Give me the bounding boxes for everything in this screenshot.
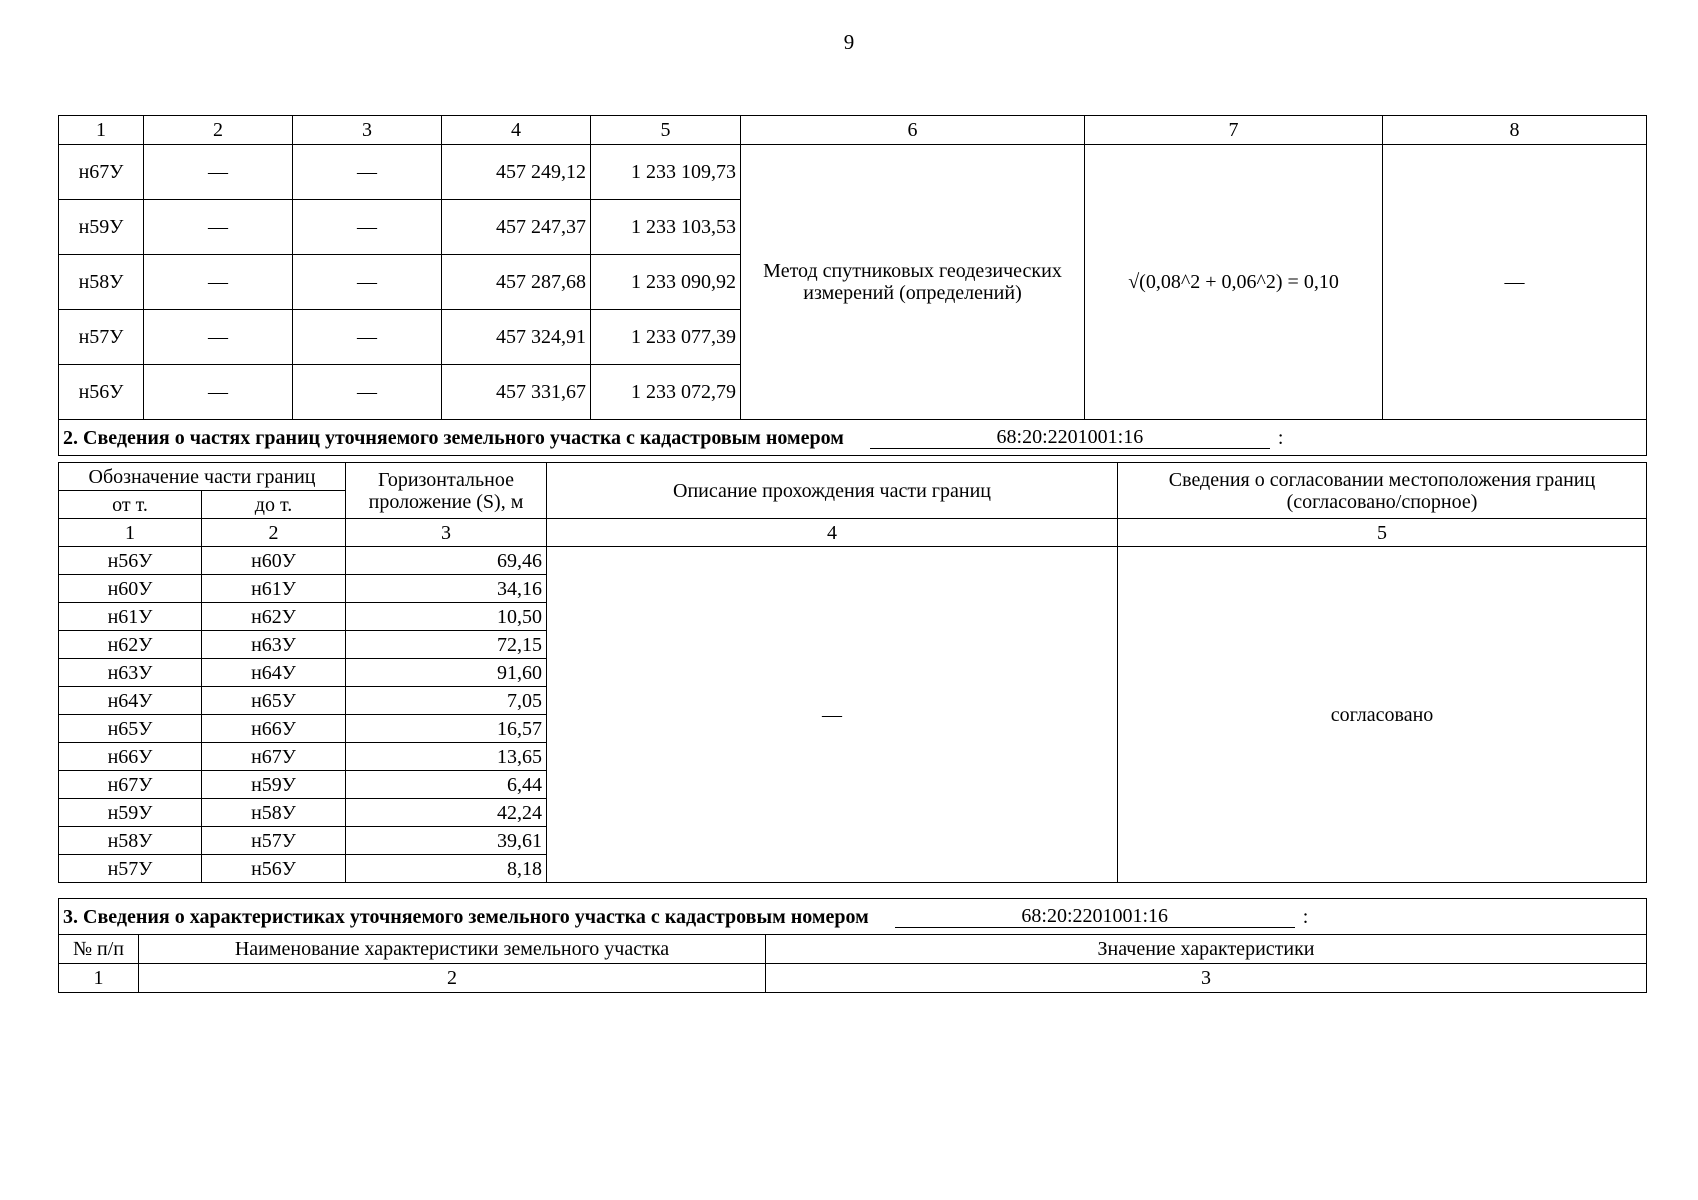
col-number: 2	[202, 519, 346, 547]
designation-header: Обозначение части границ	[59, 463, 346, 491]
coord-y: 1 233 090,92	[591, 255, 741, 310]
horizontal-distance: 91,60	[346, 659, 547, 687]
col-number: 2	[144, 116, 293, 145]
to-point: н63У	[202, 631, 346, 659]
col-number: 3	[293, 116, 442, 145]
name-header: Наименование характеристики земельного участка	[139, 935, 766, 964]
coord-y: 1 233 077,39	[591, 310, 741, 365]
from-point: н67У	[59, 771, 202, 799]
from-header: от т.	[59, 491, 202, 519]
characteristics-table	[58, 898, 1647, 993]
table-row	[59, 145, 1647, 200]
description-header: Описание прохождения части границ	[547, 463, 1118, 519]
horizontal-distance: 10,50	[346, 603, 547, 631]
col-number: 1	[59, 519, 202, 547]
horizontal-distance: 72,15	[346, 631, 547, 659]
agreement-value: согласовано	[1118, 547, 1647, 883]
col-number: 2	[139, 964, 766, 993]
column-number-row	[59, 519, 1647, 547]
cadastral-number: 68:20:2201001:16	[895, 905, 1295, 928]
horizontal-distance: 7,05	[346, 687, 547, 715]
from-point: н64У	[59, 687, 202, 715]
to-point: н59У	[202, 771, 346, 799]
to-header: до т.	[202, 491, 346, 519]
to-point: н56У	[202, 855, 346, 883]
agreement-header: Сведения о согласовании местоположения границ (согласовано/спорное)	[1118, 463, 1647, 519]
horizontal-distance: 13,65	[346, 743, 547, 771]
section-2-title: 2. Сведения о частях границ уточняемого земельного участка с кадастровым номером	[63, 426, 844, 449]
from-point: н59У	[59, 799, 202, 827]
from-point: н58У	[59, 827, 202, 855]
from-point: н63У	[59, 659, 202, 687]
cell-dash: —	[144, 255, 293, 310]
section-2-header-row	[59, 420, 1647, 456]
from-point: н66У	[59, 743, 202, 771]
col-number: 6	[741, 116, 1085, 145]
cell-dash: —	[293, 255, 442, 310]
cell-dash: —	[293, 365, 442, 420]
col-number: 4	[547, 519, 1118, 547]
header-row	[59, 463, 1647, 491]
coord-x: 457 287,68	[442, 255, 591, 310]
cell-dash: —	[144, 365, 293, 420]
horizontal-header: Горизонтальное проложение (S), м	[346, 463, 547, 519]
col-number: 7	[1085, 116, 1383, 145]
section-2-header	[59, 420, 1647, 456]
to-point: н66У	[202, 715, 346, 743]
column-number-row	[59, 964, 1647, 993]
to-point: н57У	[202, 827, 346, 855]
col-number: 1	[59, 964, 139, 993]
method-cell: Метод спутниковых геодезических измерений (определений)	[741, 145, 1085, 420]
to-point: н64У	[202, 659, 346, 687]
accuracy-cell: √(0,08^2 + 0,06^2) = 0,10	[1085, 145, 1383, 420]
cadastral-number: 68:20:2201001:16	[870, 426, 1270, 449]
from-point: н61У	[59, 603, 202, 631]
col-number: 3	[766, 964, 1647, 993]
col8-cell: —	[1383, 145, 1647, 420]
coord-y: 1 233 109,73	[591, 145, 741, 200]
coord-y: 1 233 103,53	[591, 200, 741, 255]
section-3-title: 3. Сведения о характеристиках уточняемого земельного участка с кадастровым номером	[63, 905, 869, 928]
point-name: н58У	[59, 255, 144, 310]
header-row	[59, 935, 1647, 964]
col-number: 8	[1383, 116, 1647, 145]
point-name: н59У	[59, 200, 144, 255]
points-coordinates-table	[58, 115, 1647, 456]
cell-dash: —	[144, 200, 293, 255]
horizontal-distance: 34,16	[346, 575, 547, 603]
point-name: н56У	[59, 365, 144, 420]
cell-dash: —	[293, 310, 442, 365]
coord-x: 457 331,67	[442, 365, 591, 420]
coord-x: 457 324,91	[442, 310, 591, 365]
num-header: № п/п	[59, 935, 139, 964]
description-value: —	[547, 547, 1118, 883]
page-number: 9	[843, 30, 855, 54]
from-point: н65У	[59, 715, 202, 743]
col-number: 3	[346, 519, 547, 547]
from-point: н57У	[59, 855, 202, 883]
col-number: 5	[1118, 519, 1647, 547]
to-point: н60У	[202, 547, 346, 575]
from-point: н60У	[59, 575, 202, 603]
boundary-parts-table	[58, 462, 1647, 883]
section-3-header-row	[59, 899, 1647, 935]
horizontal-distance: 42,24	[346, 799, 547, 827]
cell-dash: —	[144, 145, 293, 200]
to-point: н58У	[202, 799, 346, 827]
coord-y: 1 233 072,79	[591, 365, 741, 420]
to-point: н62У	[202, 603, 346, 631]
horizontal-distance: 8,18	[346, 855, 547, 883]
cell-dash: —	[144, 310, 293, 365]
point-name: н67У	[59, 145, 144, 200]
colon: :	[1302, 905, 1309, 928]
column-number-row	[59, 116, 1647, 145]
cell-dash: —	[293, 200, 442, 255]
coord-x: 457 249,12	[442, 145, 591, 200]
horizontal-distance: 69,46	[346, 547, 547, 575]
table-row	[59, 547, 1647, 575]
to-point: н65У	[202, 687, 346, 715]
horizontal-distance: 39,61	[346, 827, 547, 855]
colon: :	[1277, 426, 1284, 449]
cell-dash: —	[293, 145, 442, 200]
col-number: 1	[59, 116, 144, 145]
to-point: н67У	[202, 743, 346, 771]
col-number: 4	[442, 116, 591, 145]
section-3-header	[59, 899, 1647, 935]
from-point: н62У	[59, 631, 202, 659]
from-point: н56У	[59, 547, 202, 575]
coord-x: 457 247,37	[442, 200, 591, 255]
to-point: н61У	[202, 575, 346, 603]
horizontal-distance: 6,44	[346, 771, 547, 799]
horizontal-distance: 16,57	[346, 715, 547, 743]
point-name: н57У	[59, 310, 144, 365]
col-number: 5	[591, 116, 741, 145]
value-header: Значение характеристики	[766, 935, 1647, 964]
